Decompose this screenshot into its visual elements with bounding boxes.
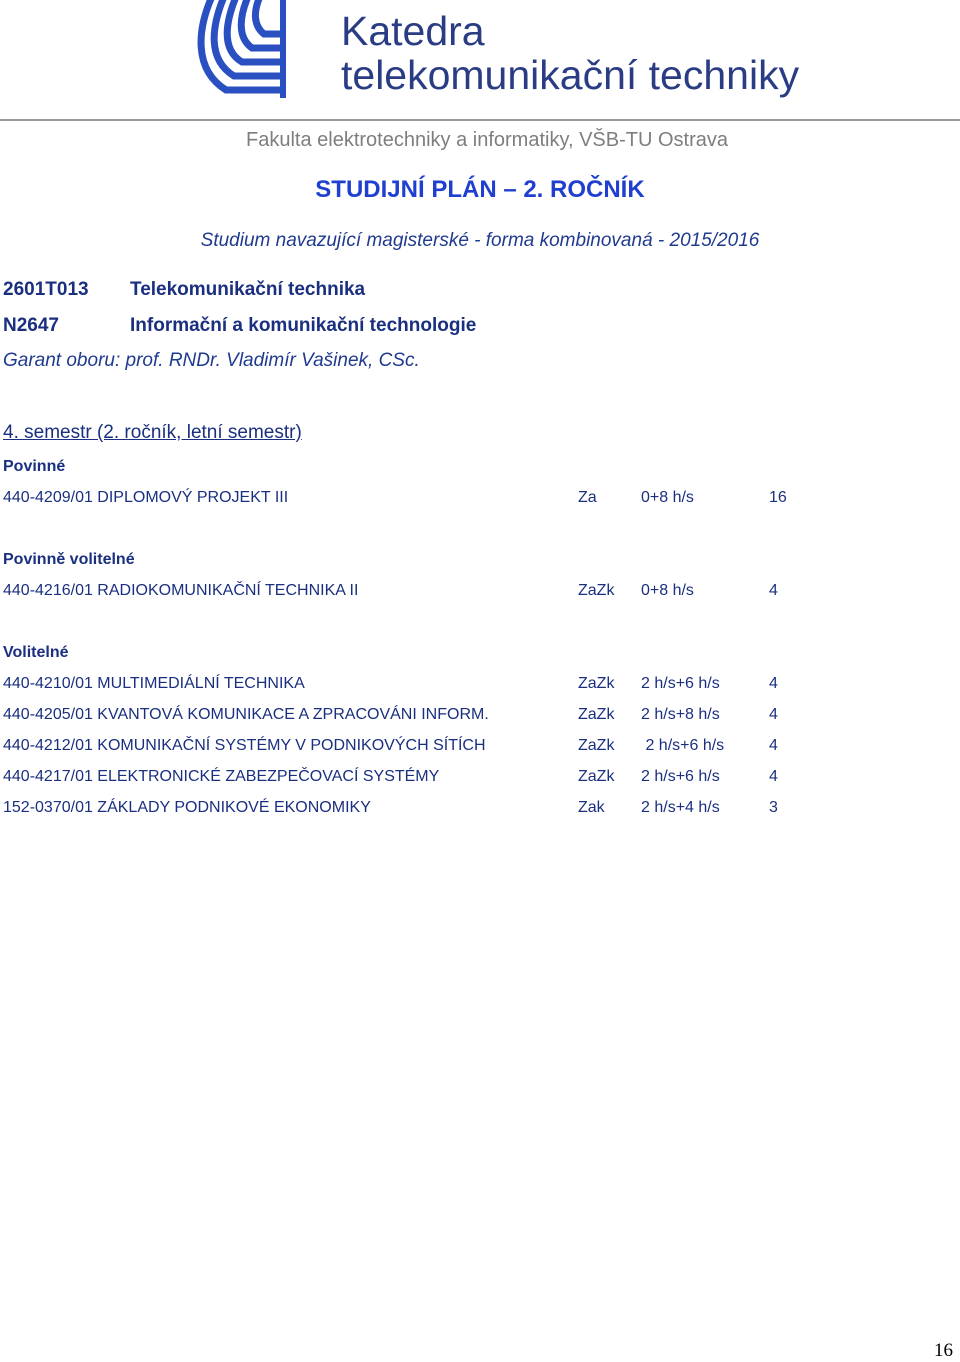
program-code: 2601T013 — [3, 279, 89, 300]
course-name: 440-4209/01 DIPLOMOVÝ PROJEKT III — [3, 489, 289, 506]
course-hours: 2 h/s+6 h/s — [641, 675, 720, 692]
course-hours: 2 h/s+4 h/s — [641, 799, 720, 816]
header-divider — [0, 119, 960, 121]
course-hours: 2 h/s+6 h/s — [641, 737, 725, 754]
course-name: 440-4212/01 KOMUNIKAČNÍ SYSTÉMY V PODNIKOVÝCH SÍTÍCH — [3, 737, 486, 754]
group-heading-mandatory: Povinné — [3, 458, 66, 475]
course-name: 440-4216/01 RADIOKOMUNIKAČNÍ TECHNIKA II — [3, 582, 359, 599]
semester-heading: 4. semestr (2. ročník, letní semestr) — [3, 422, 302, 443]
course-completion: ZaZk — [578, 768, 615, 785]
course-row — [3, 489, 903, 511]
course-hours: 2 h/s+8 h/s — [641, 706, 720, 723]
course-credits: 4 — [769, 675, 778, 692]
course-completion: Zak — [578, 799, 605, 816]
course-completion: ZaZk — [578, 737, 615, 754]
faculty-name: Fakulta elektrotechniky a informatiky, VŠB-TU Ostrava — [246, 129, 729, 151]
course-completion: ZaZk — [578, 706, 615, 723]
program-name: Telekomunikační technika — [130, 279, 366, 300]
page-number: 16 — [934, 1340, 953, 1361]
course-credits: 3 — [769, 799, 778, 816]
course-row — [3, 675, 903, 697]
course-credits: 16 — [769, 489, 787, 506]
course-completion: ZaZk — [578, 675, 615, 692]
course-name: 152-0370/01 ZÁKLADY PODNIKOVÉ EKONOMIKY — [3, 799, 371, 816]
department-logo-icon — [186, 0, 286, 98]
course-name: 440-4205/01 KVANTOVÁ KOMUNIKACE A ZPRACOVÁNI INFORM. — [3, 706, 489, 723]
group-heading-compulsory-elective: Povinně volitelné — [3, 551, 135, 568]
course-row — [3, 582, 903, 604]
course-row — [3, 737, 903, 759]
course-hours: 2 h/s+6 h/s — [641, 768, 720, 785]
course-completion: Za — [578, 489, 597, 506]
group-heading-elective: Volitelné — [3, 644, 69, 661]
program-name: Informační a komunikační technologie — [130, 315, 477, 336]
course-credits: 4 — [769, 737, 778, 754]
course-hours: 0+8 h/s — [641, 489, 694, 506]
course-credits: 4 — [769, 582, 778, 599]
program-code: N2647 — [3, 315, 59, 336]
program-line — [3, 315, 476, 337]
department-name-line1: Katedra — [341, 8, 485, 54]
course-row — [3, 768, 903, 790]
course-completion: ZaZk — [578, 582, 615, 599]
course-hours: 0+8 h/s — [641, 582, 694, 599]
department-name-line2: telekomunikační techniky — [341, 52, 800, 98]
course-row — [3, 799, 903, 821]
page-subtitle: Studium navazující magisterské - forma kombinovaná - 2015/2016 — [200, 230, 760, 251]
course-credits: 4 — [769, 768, 778, 785]
course-name: 440-4210/01 MULTIMEDIÁLNÍ TECHNIKA — [3, 675, 305, 692]
program-line — [3, 279, 365, 301]
page-title: STUDIJNÍ PLÁN – 2. ROČNÍK — [315, 176, 645, 203]
course-name: 440-4217/01 ELEKTRONICKÉ ZABEZPEČOVACÍ SYSTÉMY — [3, 768, 440, 785]
course-credits: 4 — [769, 706, 778, 723]
guarantor: Garant oboru: prof. RNDr. Vladimír Vašinek, CSc. — [3, 350, 420, 371]
course-row — [3, 706, 903, 728]
